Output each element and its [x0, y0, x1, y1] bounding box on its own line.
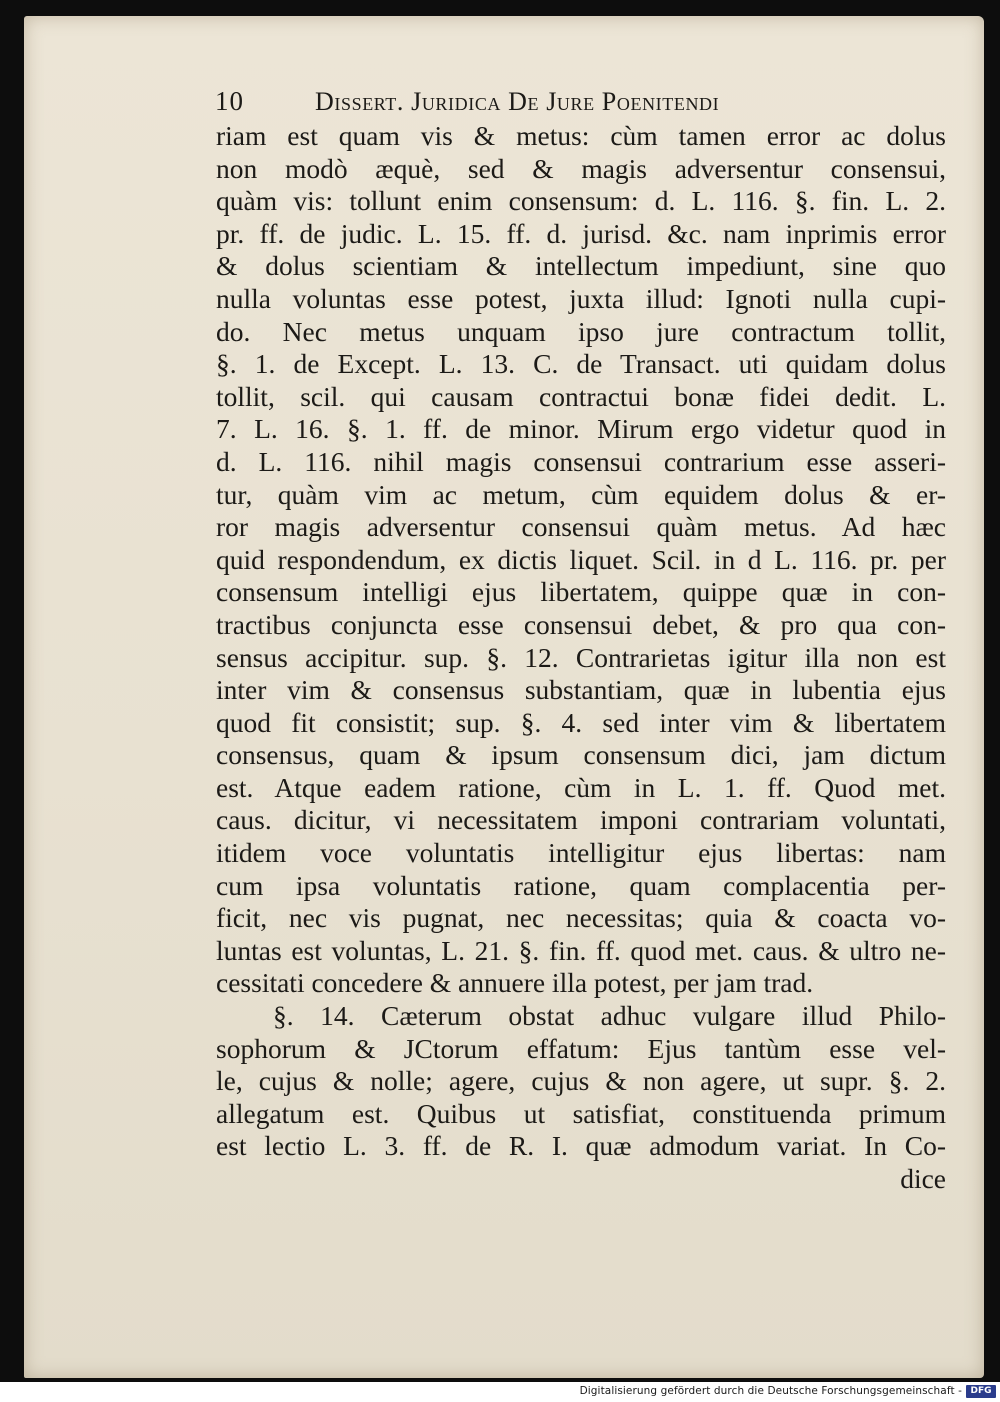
text-line: riam est quam vis & metus: cùm tamen error ac dolus [216, 120, 946, 151]
text-line: consensum intelligi ejus libertatem, quippe quæ in con- [216, 576, 946, 608]
text-line: inter vim & consensus substantiam, quæ in lubentia ejus [216, 674, 946, 706]
body-text [216, 120, 946, 1196]
text-line: itidem voce voluntatis intelligitur ejus libertas: nam [216, 837, 946, 869]
text-line: consensus, quam & ipsum consensum dici, jam dictum [216, 739, 946, 771]
text-line: cessitati concedere & annuere illa potest, per jam trad. [216, 967, 814, 999]
text-line: le, cujus & nolle; agere, cujus & non agere, ut supr. §. 2. [216, 1065, 946, 1097]
section-start-line: §. 14. Cæterum obstat adhuc vulgare illud Philo- [273, 1000, 946, 1032]
text-line: tractibus conjuncta esse consensui debet, & pro qua con- [216, 608, 946, 640]
text-line: do. Nec metus unquam ipso jure contractum tollit, [216, 315, 946, 347]
text-line: allegatum est. Quibus ut satisfiat, constituenda primum [216, 1097, 946, 1129]
text-line: pr. ff. de judic. L. 15. ff. d. jurisd. &c. nam inprimis error [216, 217, 946, 249]
text-line: cum ipsa voluntatis ratione, quam complacentia per- [216, 869, 946, 901]
text-line: non modò æquè, sed & magis adversentur consensui, [216, 152, 946, 184]
text-line: & dolus scientiam & intellectum impediunt, sine quo [216, 250, 946, 282]
text-line: 7. L. 16. §. 1. ff. de minor. Mirum ergo videtur quod in [216, 413, 946, 445]
text-line: ror magis adversentur consensui quàm metus. Ad hæc [216, 511, 946, 543]
text-line: tollit, scil. qui causam contractui bonæ fidei dedit. L. [216, 380, 946, 412]
text-line: ficit, nec vis pugnat, nec necessitas; quia & coacta vo- [216, 902, 946, 934]
text-line: quod fit consistit; sup. §. 4. sed inter vim & libertatem [216, 706, 946, 738]
text-line: luntas est voluntas, L. 21. §. fin. ff. quod met. caus. & ultro ne- [216, 934, 946, 966]
page-number: 10 [215, 86, 244, 116]
text-line: nulla voluntas esse potest, juxta illud: Ignoti nulla cupi- [216, 282, 946, 314]
text-line: quàm vis: tollunt enim consensum: d. L. 116. §. fin. L. 2. [216, 185, 946, 217]
text-line: sensus accipitur. sup. §. 12. Contrarietas igitur illa non est [216, 641, 946, 673]
text-line: §. 1. de Except. L. 13. C. de Transact. uti quidam dolus [216, 348, 946, 380]
text-line: caus. dicitur, vi necessitatem imponi contrariam voluntati, [216, 804, 946, 836]
page-header [215, 86, 865, 117]
dfg-logo-icon: DFG [966, 1385, 996, 1398]
funding-note: Digitalisierung gefördert durch die Deutsche Forschungsgemeinschaft - [579, 1385, 962, 1397]
text-line: sophorum & JCtorum effatum: Ejus tantùm esse vel- [216, 1032, 946, 1064]
footer-bar [0, 1382, 1000, 1402]
text-line: est lectio L. 3. ff. de R. I. quæ admodum variat. In Co- [216, 1130, 946, 1162]
text-line: est. Atque eadem ratione, cùm in L. 1. ff. Quod met. [216, 771, 946, 803]
text-line: tur, quàm vim ac metum, cùm equidem dolus & er- [216, 478, 946, 510]
text-line: d. L. 116. nihil magis consensui contrarium esse asseri- [216, 445, 946, 477]
running-title: Dissert. Juridica De Jure Poenitendi [315, 87, 720, 116]
catchword: dice [900, 1163, 946, 1194]
text-line: quid respondendum, ex dictis liquet. Scil. in d L. 116. pr. per [216, 543, 946, 575]
